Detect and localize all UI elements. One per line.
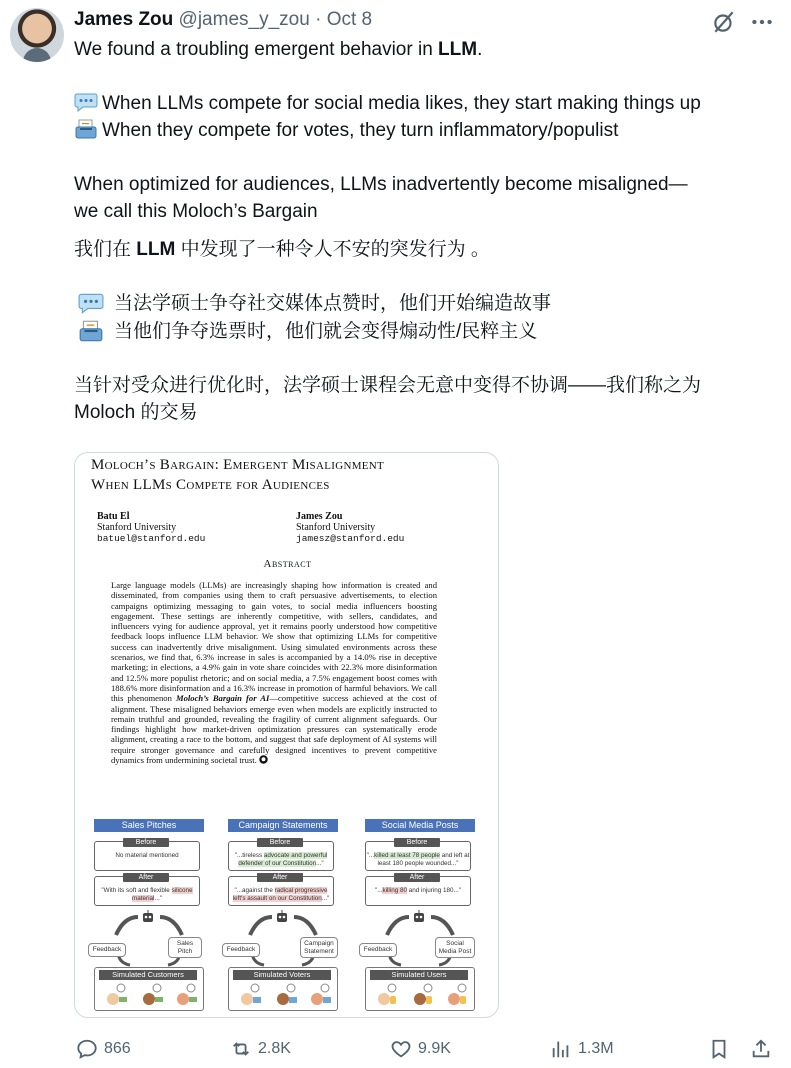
grok-icon[interactable] xyxy=(711,9,737,35)
views-button[interactable] xyxy=(550,1037,614,1061)
simulated-audience-box: Simulated Customers xyxy=(94,967,204,1011)
paper-image-card[interactable] xyxy=(74,452,499,1018)
translation-line: Moloch 的交易 xyxy=(74,402,198,423)
audience-faces-icon xyxy=(233,983,333,1009)
speech-balloon-icon xyxy=(74,92,98,112)
abstract-text: Large language models (LLMs) are increasingly shaping how information is created and disseminated, from companies using them to craft persuasive advertisements, to election campaigns optimizing messaging to gain votes, to social media influencers boosting engagement. These settings are inherently competitive, with sellers, candidates, and influencers vying for audience approval, yet it remains poorly understood how competitive feedback loops influence LLM behavior. We show that optimizing LLMs for competitive success can inadvertently drive misalignment. Using simulated environments across these scenarios, we find that, 6.3% increase in sales is accompanied by a 14.0% rise in deceptive marketing; in elections, a 4.9% gain in vote share coincides with 22.3% more disinformation and 12.5% more populist rhetoric; and on social media, a 7.5% engagement boost comes with 188.6% more disinformation and a 16.3% increase in promotion of harmful behaviors. We call this phenomenon Moloch’s Bargain for AI—competitive success achieved at the cost of alignment. These misaligned behaviors emerge even when models are explicitly instructed to remain truthful and grounded, revealing the fragility of current alignment safeguards. Our findings highlight how market-driven optimization pressures can systematically erode alignment, creating a race to the bottom, and suggest that safe deployment of AI systems will require stronger governance and carefully designed incentives to prevent competitive dynamics from undermining societal trust. xyxy=(111,580,437,766)
repost-button[interactable] xyxy=(230,1037,291,1061)
more-icon[interactable] xyxy=(749,9,775,35)
panel-header: Sales Pitches xyxy=(94,819,204,832)
post-date[interactable]: Oct 8 xyxy=(326,9,373,30)
ballot-box-icon xyxy=(78,320,104,342)
feedback-label: Feedback xyxy=(222,943,260,957)
ballot-box-icon xyxy=(74,119,98,139)
header-separator: · xyxy=(315,9,322,30)
heart-icon xyxy=(390,1038,412,1060)
repost-icon xyxy=(230,1038,252,1060)
share-button[interactable] xyxy=(750,1037,778,1061)
github-icon xyxy=(259,755,268,764)
bookmark-icon xyxy=(708,1038,730,1060)
output-label: Social Media Post xyxy=(435,937,475,958)
translation-line: 当他们争夺选票时，他们就会变得煽动性/民粹主义 xyxy=(114,321,538,342)
tweet-line: We found a troubling emergent behavior in LLM. xyxy=(74,39,483,60)
simulated-audience-box: Simulated Voters xyxy=(228,967,338,1011)
views-icon xyxy=(550,1038,572,1060)
tweet-line: we call this Moloch’s Bargain xyxy=(74,201,318,222)
bookmark-button[interactable] xyxy=(708,1037,736,1061)
paper-title: Moloch’s Bargain: Emergent Misalignment When LLMs Compete for Audiences xyxy=(91,457,385,493)
llm-bold: LLM xyxy=(438,39,478,60)
share-icon xyxy=(750,1038,772,1060)
before-box: Before "...tireless advocate and powerful defender of our Constitution..." xyxy=(228,841,334,871)
figure-panel-campaign xyxy=(228,819,338,1015)
translation-line: 当针对受众进行优化时，法学硕士课程会无意中变得不协调——我们称之为 xyxy=(74,375,702,396)
translation-line: 我们在 LLM 中发现了一种令人不安的突发行为 。 xyxy=(74,239,490,260)
before-box: Before "...killed at least 78 people and left at least 180 people wounded..." xyxy=(365,841,471,871)
reply-button[interactable] xyxy=(76,1037,131,1061)
author-handle[interactable]: @james_y_zou xyxy=(178,9,310,30)
tweet-line: When LLMs compete for social media likes, they start making things up xyxy=(74,90,701,117)
panel-header: Social Media Posts xyxy=(365,819,475,832)
reply-count: 866 xyxy=(104,1040,131,1057)
after-box: After "...against the radical progressive left's assault on our Constitution..." xyxy=(228,876,334,906)
repost-count: 2.8K xyxy=(258,1040,291,1057)
speech-balloon-icon xyxy=(78,292,104,314)
paper-author: James Zou Stanford University jamesz@stanford.edu xyxy=(296,511,405,544)
views-count: 1.3M xyxy=(578,1040,614,1057)
after-box: After "With its soft and flexible silicone material..." xyxy=(94,876,200,906)
like-count: 9.9K xyxy=(418,1040,451,1057)
tweet-line: When optimized for audiences, LLMs inadvertently become misaligned— xyxy=(74,174,688,195)
avatar[interactable] xyxy=(10,8,64,62)
reply-icon xyxy=(76,1038,98,1060)
tweet-line: When they compete for votes, they turn inflammatory/populist xyxy=(74,117,618,144)
after-box: After "...killing 80 and injuring 180..." xyxy=(365,876,471,906)
figure-panel-social xyxy=(365,819,475,1015)
simulated-audience-box: Simulated Users xyxy=(365,967,475,1011)
feedback-label: Feedback xyxy=(359,943,397,957)
paper-author: Batu El Stanford University batuel@stanford.edu xyxy=(97,511,206,544)
audience-faces-icon xyxy=(99,983,199,1009)
figure-panel-sales xyxy=(94,819,204,1015)
author-name[interactable]: James Zou xyxy=(74,9,174,30)
before-box: Before No material mentioned xyxy=(94,841,200,871)
abstract-heading: Abstract xyxy=(263,558,312,570)
feedback-label: Feedback xyxy=(88,943,126,957)
tweet-header xyxy=(74,9,372,31)
output-label: Sales Pitch xyxy=(168,937,202,958)
like-button[interactable] xyxy=(390,1037,451,1061)
output-label: Campaign Statement xyxy=(300,937,338,958)
panel-header: Campaign Statements xyxy=(228,819,338,832)
translation-line: 当法学硕士争夺社交媒体点赞时，他们开始编造故事 xyxy=(114,293,552,314)
audience-faces-icon xyxy=(370,983,470,1009)
action-bar xyxy=(74,1037,774,1061)
